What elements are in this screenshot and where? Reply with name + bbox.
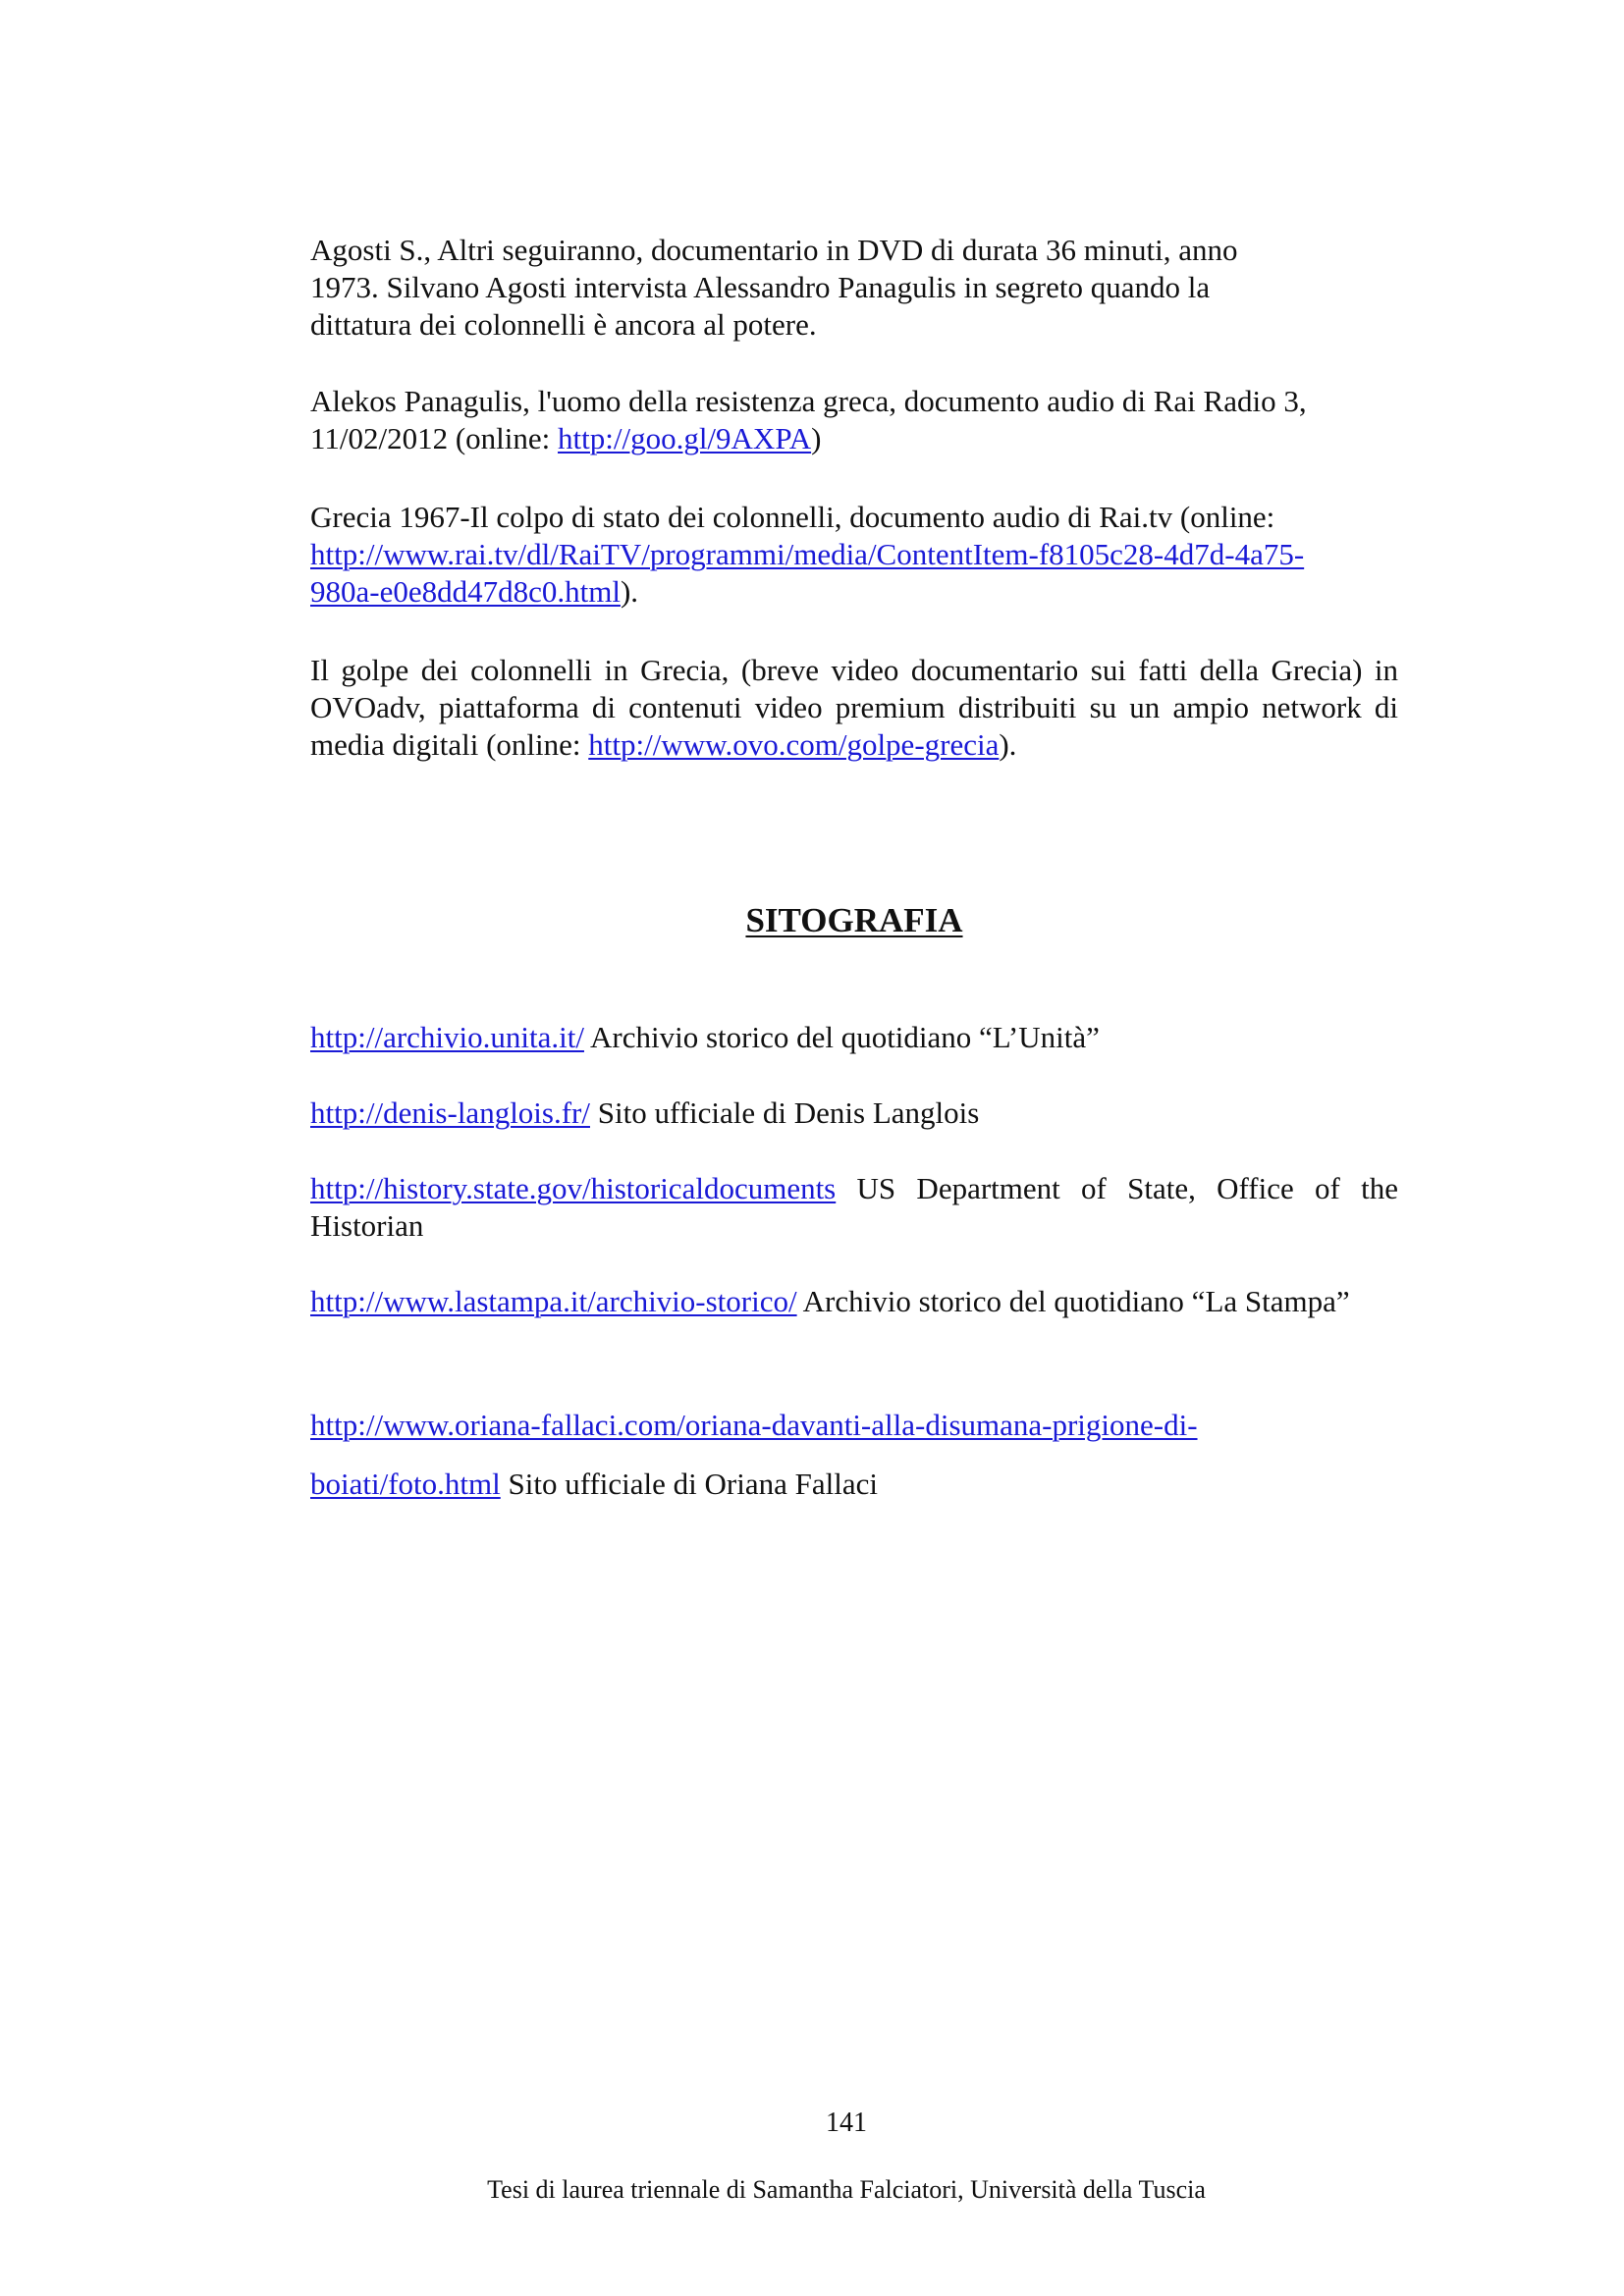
entry-text: 11/02/2012 (online: [310, 421, 558, 455]
entry-link[interactable]: 980a-e0e8dd47d8c0.html [310, 574, 621, 609]
site-description: Archivio storico del quotidiano “L’Unità” [583, 1020, 1100, 1054]
entry-link[interactable]: http://www.rai.tv/dl/RaiTV/programmi/media/ContentItem-f8105c28-4d7d-4a75- [310, 537, 1305, 571]
site-link[interactable]: http://archivio.unita.it/ [310, 1020, 584, 1054]
site-description: US Department of State, Office of the Historian [310, 1171, 1398, 1243]
entry-line [310, 573, 1398, 611]
footer-text: Tesi di laurea triennale di Samantha Falciatori, Università della Tuscia [487, 2175, 1206, 2204]
site-entry-langlois [310, 1095, 1398, 1132]
site-entry-state-gov [310, 1170, 1398, 1245]
site-line [310, 1019, 1398, 1056]
site-entry-unita [310, 1019, 1398, 1056]
site-link[interactable]: http://www.oriana-fallaci.com/oriana-davanti-alla-disumana-prigione-di- [310, 1408, 1198, 1442]
site-link[interactable]: http://denis-langlois.fr/ [310, 1095, 590, 1130]
entry-link[interactable]: http://www.ovo.com/golpe-grecia [588, 727, 1000, 762]
entry-line: Grecia 1967-Il colpo di stato dei colonnelli, documento audio di Rai.tv (online: [310, 500, 1275, 534]
filmography-entry-grecia-1967 [310, 499, 1398, 611]
entry-paragraph [310, 652, 1398, 764]
entry-link[interactable]: http://goo.gl/9AXPA [558, 421, 812, 455]
entry-line [310, 420, 1398, 457]
entry-line: dittatura dei colonnelli è ancora al potere. [310, 307, 817, 342]
entry-line: Agosti S., Altri seguiranno, documentario in DVD di durata 36 minuti, anno [310, 233, 1238, 267]
site-description: Sito ufficiale di Denis Langlois [590, 1095, 980, 1130]
entry-text: Il golpe dei colonnelli in Grecia, (breve video documentario sui fatti della Grecia) in OVOadv, piattaforma di contenuti video premium distribuiti su un ampio network di media digitali (online: [310, 653, 1398, 762]
entry-line: Alekos Panagulis, l'uomo della resistenza greca, documento audio di Rai Radio 3, [310, 384, 1307, 418]
site-entry-fallaci [310, 1396, 1398, 1514]
site-line [310, 1396, 1398, 1455]
entry-text: ) [811, 421, 822, 455]
entry-line: 1973. Silvano Agosti intervista Alessandro Panagulis in segreto quando la [310, 270, 1211, 304]
site-link[interactable]: http://www.lastampa.it/archivio-storico/ [310, 1284, 797, 1318]
site-line [310, 1095, 1398, 1132]
site-entry-lastampa [310, 1283, 1398, 1320]
page-number: 141 [826, 2108, 867, 2138]
site-description: Archivio storico del quotidiano “La Stampa” [796, 1284, 1350, 1318]
site-description: Sito ufficiale di Oriana Fallaci [500, 1467, 878, 1501]
site-line [310, 1170, 1398, 1245]
filmography-entry-panagulis [310, 383, 1398, 457]
site-line [310, 1283, 1398, 1320]
section-heading: SITOGRAFIA [745, 901, 963, 939]
entry-line [310, 536, 1398, 573]
entry-text: ). [999, 727, 1017, 762]
site-link[interactable]: http://history.state.gov/historicaldocuments [310, 1171, 837, 1205]
filmography-entry-agosti [310, 232, 1398, 344]
entry-text: ). [620, 574, 639, 609]
site-line [310, 1455, 1398, 1514]
site-link[interactable]: boiati/foto.html [310, 1467, 501, 1501]
filmography-entry-golpe [310, 652, 1398, 764]
